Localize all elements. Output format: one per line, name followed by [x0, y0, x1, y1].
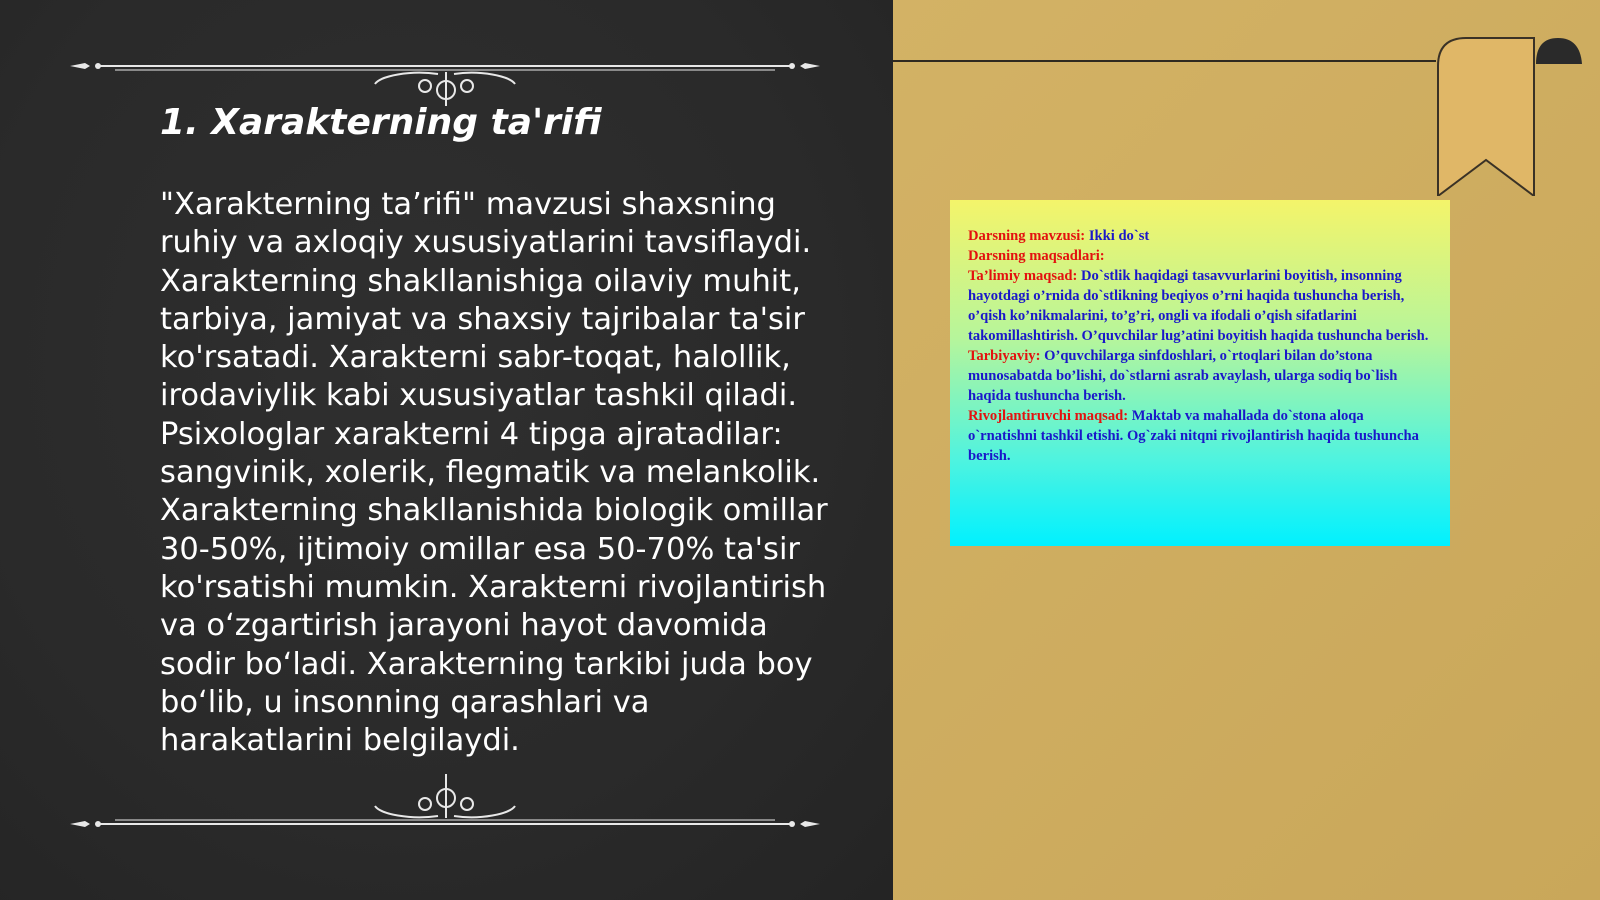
card-dev-text: Maktab va mahallada do`stona aloqa o`rnatishni tashkil etishi. Og`zaki nitqni rivojlantirish haqida tushuncha berish.	[968, 408, 1419, 464]
card-edu-paragraph	[968, 266, 1432, 346]
card-topic-label: Darsning mavzusi:	[968, 228, 1086, 244]
lesson-card	[950, 200, 1450, 546]
card-goals-label: Darsning maqsadlari:	[968, 248, 1105, 264]
card-edu-label: Ta’limiy maqsad:	[968, 268, 1078, 284]
card-dev-label: Rivojlantiruvchi maqsad:	[968, 408, 1129, 424]
ornamental-flourish-icon	[60, 46, 830, 106]
card-upbringing-paragraph	[968, 346, 1432, 406]
card-upbringing-text: O’quvchilarga sinfdoshlari, o`rtoqlari bilan do’stona munosabatda bo’lishi, do`stlarni asrab avaylash, ularga sodiq bo`lish haqida tushuncha berish.	[968, 348, 1398, 404]
bookmark-ribbon-icon	[1436, 36, 1536, 196]
divider-line	[893, 60, 1436, 62]
card-goals-line	[968, 246, 1432, 266]
slide-title: 1. Xarakterning ta'rifi	[160, 102, 602, 143]
ornamental-flourish-icon	[60, 768, 830, 828]
ribbon-tab-icon	[1536, 36, 1600, 64]
card-topic-value: Ikki do`st	[1088, 228, 1150, 244]
card-edu-text: Do`stlik haqidagi tasavvurlarini boyitish, insonning hayotdagi o’rnida do`stlikning beqiyos o’rni haqida tushuncha berish, o’qish ko’nikmalarini, to’g’ri, ongli va ifodali o’qish sifatlarini takomillashtirish. O’quvchilar lug’atini boyitish haqida tushuncha berish.	[968, 268, 1429, 344]
card-dev-paragraph	[968, 406, 1432, 466]
card-topic-line	[968, 226, 1432, 246]
card-upbringing-label: Tarbiyaviy:	[968, 348, 1041, 364]
slide-body-text: "Xarakterning ta’rifi" mavzusi shaxsning ruhiy va axloqiy xususiyatlarini tavsiflaydi. Xarakterning shakllanishiga oilaviy muhit, tarbiya, jamiyat va shaxsiy tajribalar ta'sir ko'rsatadi. Xarakterni sabr-toqat, halollik, irodaviylik kabi xususiyatlar tashkil qiladi. Psixologlar xarakterni 4 tipga ajratadilar: sangvinik, xolerik, flegmatik va melankolik. Xarakterning shakllanishida biologik omillar 30-50%, ijtimoiy omillar esa 50-70% ta'sir ko'rsatishi mumkin. Xarakterni rivojlantirish va o‘zgartirish jarayoni hayot davomida sodir bo‘ladi. Xarakterning tarkibi juda boy bo‘lib, u insonning qarashlari va harakatlarini belgilaydi.	[160, 187, 828, 759]
